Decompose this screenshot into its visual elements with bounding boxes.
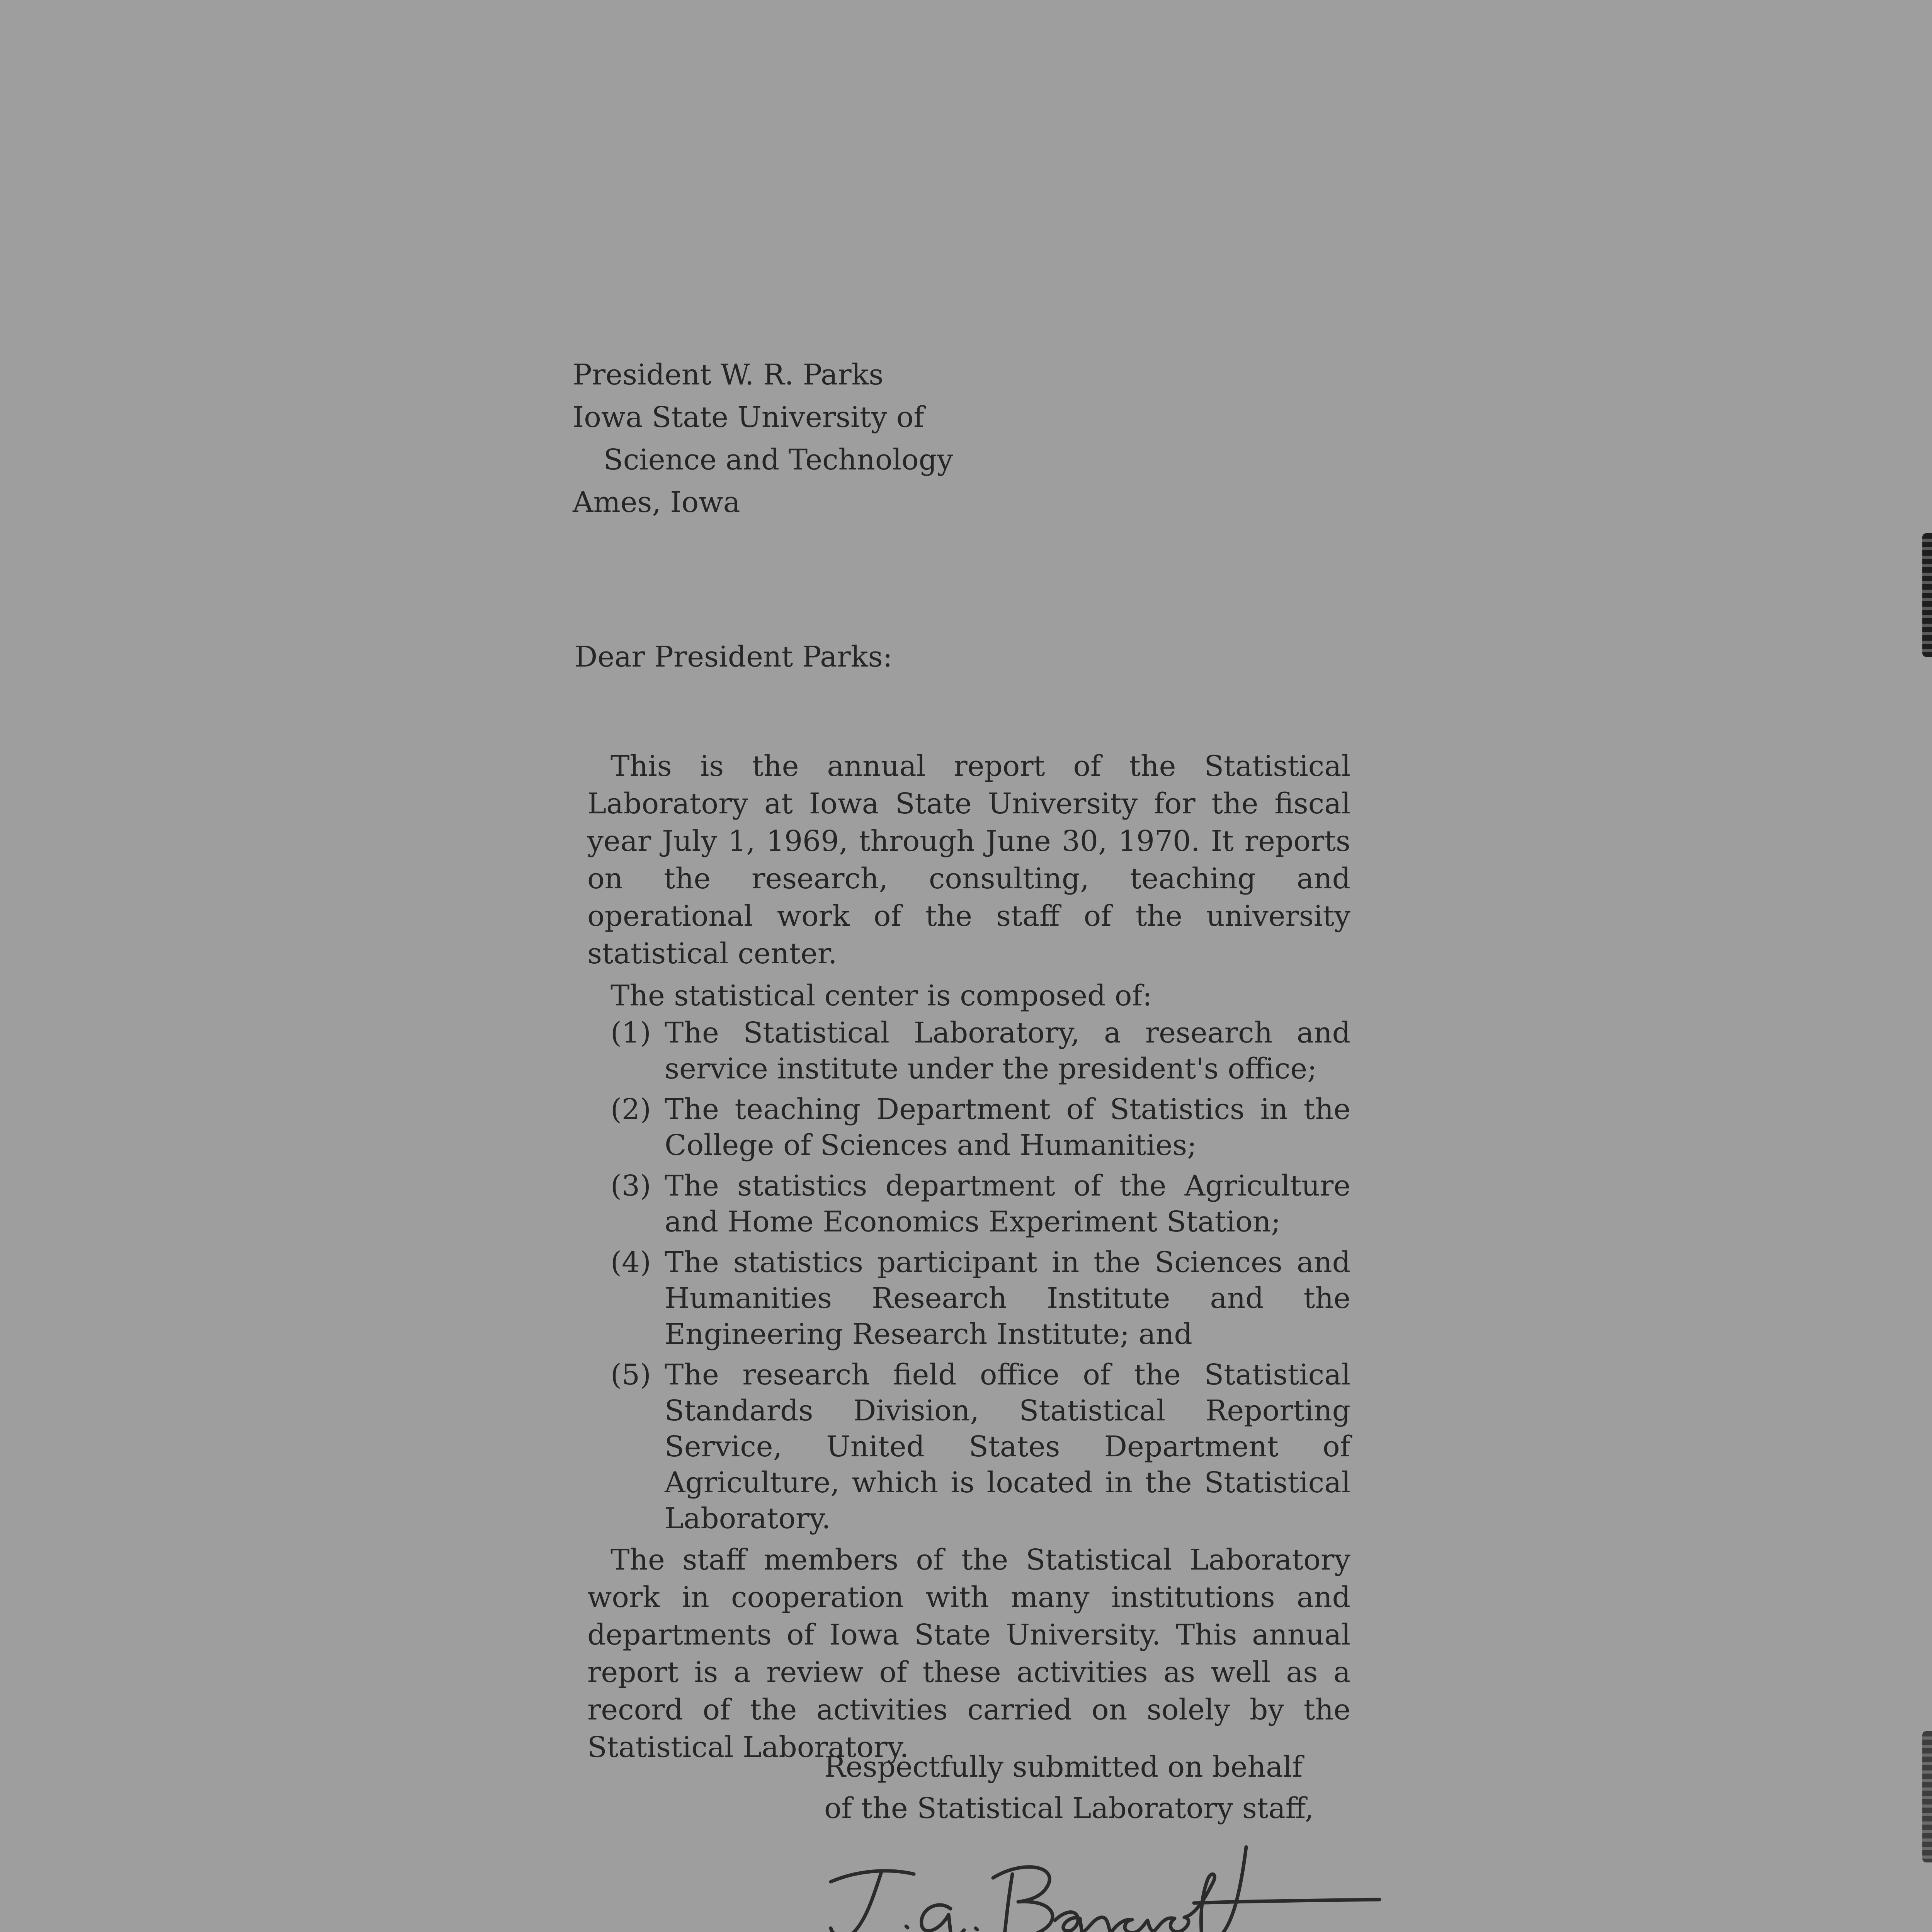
closing-line-1: Respectfully submitted on behalf [824,1750,1303,1784]
address-line-3: Science and Technology [604,443,953,476]
staple-bottom [1922,1731,1932,1862]
intro-paragraph: This is the annual report of the Statistical Laboratory at Iowa State University for the fiscal year July 1, 1969, through June 30, 1970. It reports on the research, consulting, teaching and operational work of the staff of the university statistical center. [587,750,1350,970]
closing-line-2: of the Statistical Laboratory staff, [824,1792,1314,1825]
address-line-2: Iowa State University of [573,401,924,434]
list-item [587,1357,1350,1537]
letter-body [587,748,1350,1766]
address-line-4: Ames, Iowa [573,486,740,519]
list-item-text: The research field office of the Statistical Standards Division, Statistical Reporting Service, United States Department of Agriculture, which is located in the Statistical Laboratory. [665,1358,1350,1535]
list-item-number: (2) [611,1093,651,1126]
list-item-text: The statistics department of the Agriculture and Home Economics Experiment Station; [665,1169,1350,1238]
list-item [587,1245,1350,1352]
list-item [587,1168,1350,1240]
address-line-1: President W. R. Parks [573,358,884,391]
list-item-number: (4) [611,1246,651,1279]
list-item-text: The statistics participant in the Sciences and Humanities Research Institute and the Engineering Research Institute; and [665,1246,1350,1351]
complimentary-close [824,1747,1314,1829]
staple-top [1922,533,1932,657]
handwritten-signature [823,1832,1383,1932]
center-components-list [587,1015,1350,1537]
closing-paragraph: The staff members of the Statistical Laboratory work in cooperation with many institutions and departments of Iowa State University. This annual report is a review of these activities as well as a record of the activities carried on solely by the Statistical Laboratory. [587,1543,1350,1764]
salutation: Dear President Parks: [575,640,893,673]
list-item-text: The Statistical Laboratory, a research and service institute under the president's office; [665,1016,1350,1085]
recipient-address [573,354,953,524]
composed-of-line: The statistical center is composed of: [611,979,1152,1012]
list-item-text: The teaching Department of Statistics in the College of Sciences and Humanities; [665,1093,1350,1162]
list-item-number: (5) [611,1358,651,1391]
list-item-number: (1) [611,1016,651,1049]
list-item-number: (3) [611,1169,651,1202]
list-item [587,1092,1350,1163]
list-item [587,1015,1350,1087]
